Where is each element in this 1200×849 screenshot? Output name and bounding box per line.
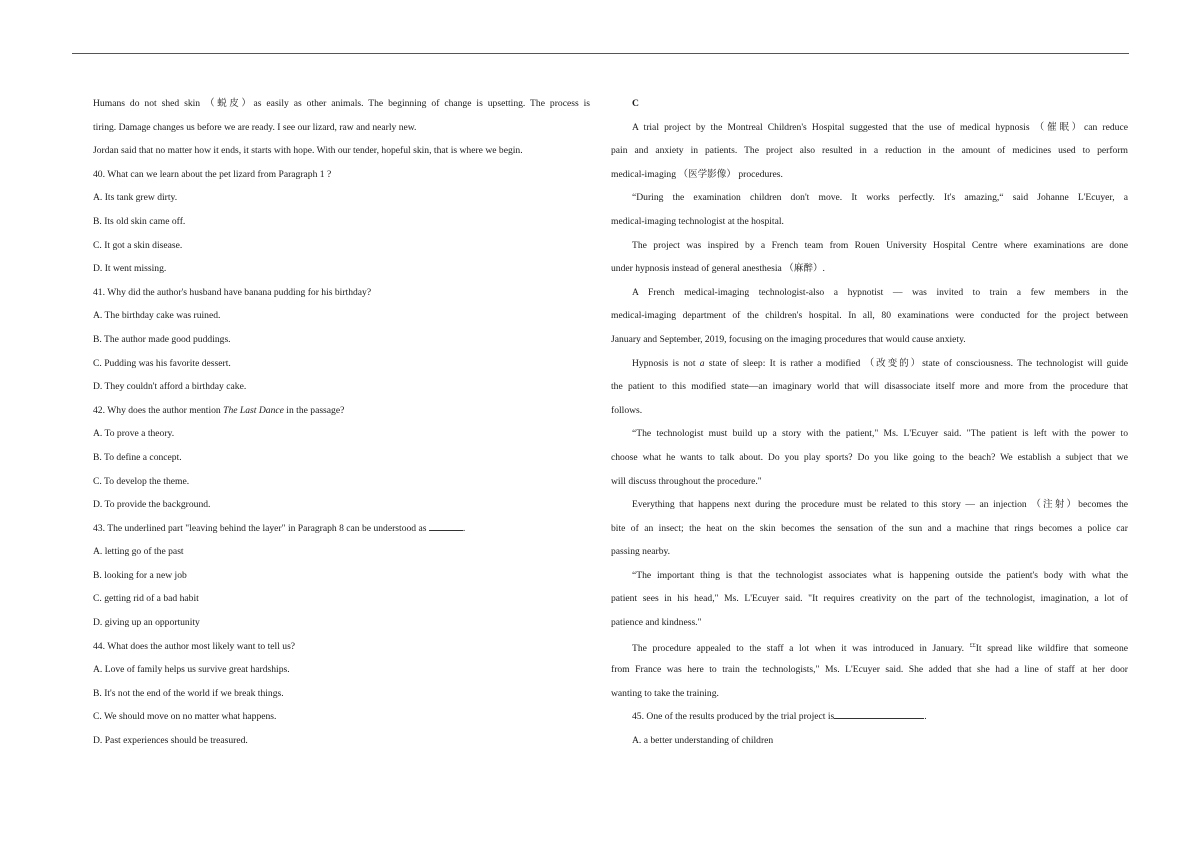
section-label: C <box>632 98 639 109</box>
passage-line: Everything that happens next during the procedure must be related to this story — an injection （注射）becomes the <box>632 499 1128 511</box>
option-43b: B. looking for a new job <box>93 569 187 581</box>
passage-line: follows. <box>611 404 643 416</box>
passage-span: The procedure appealed to the staff a lot when it was introduced in January. <box>632 642 970 654</box>
question-43-text: 43. The underlined part "leaving behind the layer" in Paragraph 8 can be understood as <box>93 522 429 534</box>
option-42c: C. To develop the theme. <box>93 475 190 487</box>
right-column <box>611 92 1128 753</box>
option-42a: A. To prove a theory. <box>93 428 175 440</box>
passage-line: medical-imaging （医学影像） procedures. <box>611 168 783 180</box>
passage-line: from France was here to train the technologists," Ms. L'Ecuyer said. She added that she had a line of staff at her door <box>611 664 1128 676</box>
passage-span: It spread like wildfire that someone <box>975 642 1128 654</box>
option-42b: B. To define a concept. <box>93 451 182 463</box>
passage-line: pain and anxiety in patients. The project also resulted in a reduction in the amount of medicines used to perform <box>611 145 1128 157</box>
answer-blank <box>429 521 463 531</box>
passage-line: passing nearby. <box>611 546 671 558</box>
question-45 <box>611 705 1128 729</box>
question-42-text-end: in the passage? <box>283 404 345 416</box>
passage-line: medical-imaging department of the children's hospital. In all, 80 examinations were conducted for the project between <box>611 310 1128 322</box>
question-44: 44. What does the author most likely want to tell us? <box>93 640 296 652</box>
option-41c: C. Pudding was his favorite dessert. <box>93 357 231 369</box>
option-45a: A. a better understanding of children <box>632 735 774 747</box>
option-41b: B. The author made good puddings. <box>93 333 231 345</box>
passage-line: Jordan said that no matter how it ends, it starts with hope. With our tender, hopeful skin, that is where we begin. <box>93 145 523 157</box>
stray-mark: ££ <box>969 642 976 649</box>
passage-line: January and September, 2019, focusing on the imaging procedures that would cause anxiety. <box>611 333 966 345</box>
question-43-end: . <box>462 522 466 534</box>
passage-line: bite of an insect; the heat on the skin becomes the sensation of the sun and a machine that rings becomes a police car <box>611 522 1128 534</box>
question-42 <box>93 399 590 423</box>
passage-line <box>611 635 1128 659</box>
option-44a: A. Love of family helps us survive great hardships. <box>93 664 290 676</box>
passage-line: wanting to take the training. <box>611 687 719 699</box>
header-rule <box>72 53 1129 54</box>
option-40c: C. It got a skin disease. <box>93 239 183 251</box>
option-40d: D. It went missing. <box>93 263 167 275</box>
option-44d: D. Past experiences should be treasured. <box>93 735 248 747</box>
passage-span-italic: a <box>699 357 705 369</box>
option-41d: D. They couldn't afford a birthday cake. <box>93 381 247 393</box>
question-45-text: 45. One of the results produced by the trial project is <box>632 711 835 723</box>
passage-line: “The technologist must build up a story with the patient," Ms. L'Ecuyer said. "The patient is left with the power to <box>632 428 1128 440</box>
passage-line: tiring. Damage changes us before we are ready. I see our lizard, raw and nearly new. <box>93 121 417 133</box>
option-42d: D. To provide the background. <box>93 499 211 511</box>
book-title: The Last Dance <box>223 404 284 416</box>
passage-line: “The important thing is that the technologist associates what is happening outside the patient's body with what the <box>632 569 1128 581</box>
answer-blank <box>834 709 924 719</box>
passage-line: patient sees in his head," Ms. L'Ecuyer said. "It requires creativity on the part of the technologist, imagination, a lot of <box>611 593 1128 605</box>
option-41a: A. The birthday cake was ruined. <box>93 310 221 322</box>
option-40b: B. Its old skin came off. <box>93 215 186 227</box>
left-column <box>93 92 590 753</box>
passage-span: Hypnosis is not <box>632 357 700 369</box>
passage-line: A French medical-imaging technologist-also a hypnotist — was invited to train a few members in the <box>632 286 1128 298</box>
option-43d: D. giving up an opportunity <box>93 617 200 629</box>
question-45-end: . <box>924 711 927 723</box>
passage-line: will discuss throughout the procedure." <box>611 475 762 487</box>
passage-line: medical-imaging technologist at the hospital. <box>611 215 784 227</box>
passage-line: A trial project by the Montreal Children's Hospital suggested that the use of medical hypnosis （催眠）can reduce <box>632 121 1128 133</box>
passage-line <box>611 352 1128 376</box>
passage-line: patience and kindness." <box>611 617 702 629</box>
passage-line: “During the examination children don't move. It works perfectly. It's amazing,“ said Johanne L'Ecuyer, a <box>632 192 1128 204</box>
question-41: 41. Why did the author's husband have banana pudding for his birthday? <box>93 286 372 298</box>
option-44c: C. We should move on no matter what happens. <box>93 711 277 723</box>
question-43 <box>93 517 590 541</box>
question-40: 40. What can we learn about the pet lizard from Paragraph 1 ? <box>93 168 332 180</box>
passage-line: The project was inspired by a French team from Rouen University Hospital Centre where examinations are done <box>632 239 1128 251</box>
question-42-text: 42. Why does the author mention <box>93 404 224 416</box>
option-40a: A. Its tank grew dirty. <box>93 192 178 204</box>
passage-line: the patient to this modified state—an imaginary world that will disassociate itself more and more from the procedure that <box>611 381 1128 393</box>
passage-line: choose what he wants to talk about. Do you play sports? Do you like going to the beach? We establish a subject that we <box>611 451 1128 463</box>
passage-line: under hypnosis instead of general anesthesia （麻醉）. <box>611 263 825 275</box>
option-43a: A. letting go of the past <box>93 546 184 558</box>
passage-span: state of sleep: It is rather a modified （改变的）state of consciousness. The technologist will guide <box>704 357 1129 369</box>
passage-line: Humans do not shed skin （蜕皮）as easily as other animals. The beginning of change is upsetting. The process is <box>93 98 590 109</box>
option-44b: B. It's not the end of the world if we break things. <box>93 687 284 699</box>
option-43c: C. getting rid of a bad habit <box>93 593 199 605</box>
